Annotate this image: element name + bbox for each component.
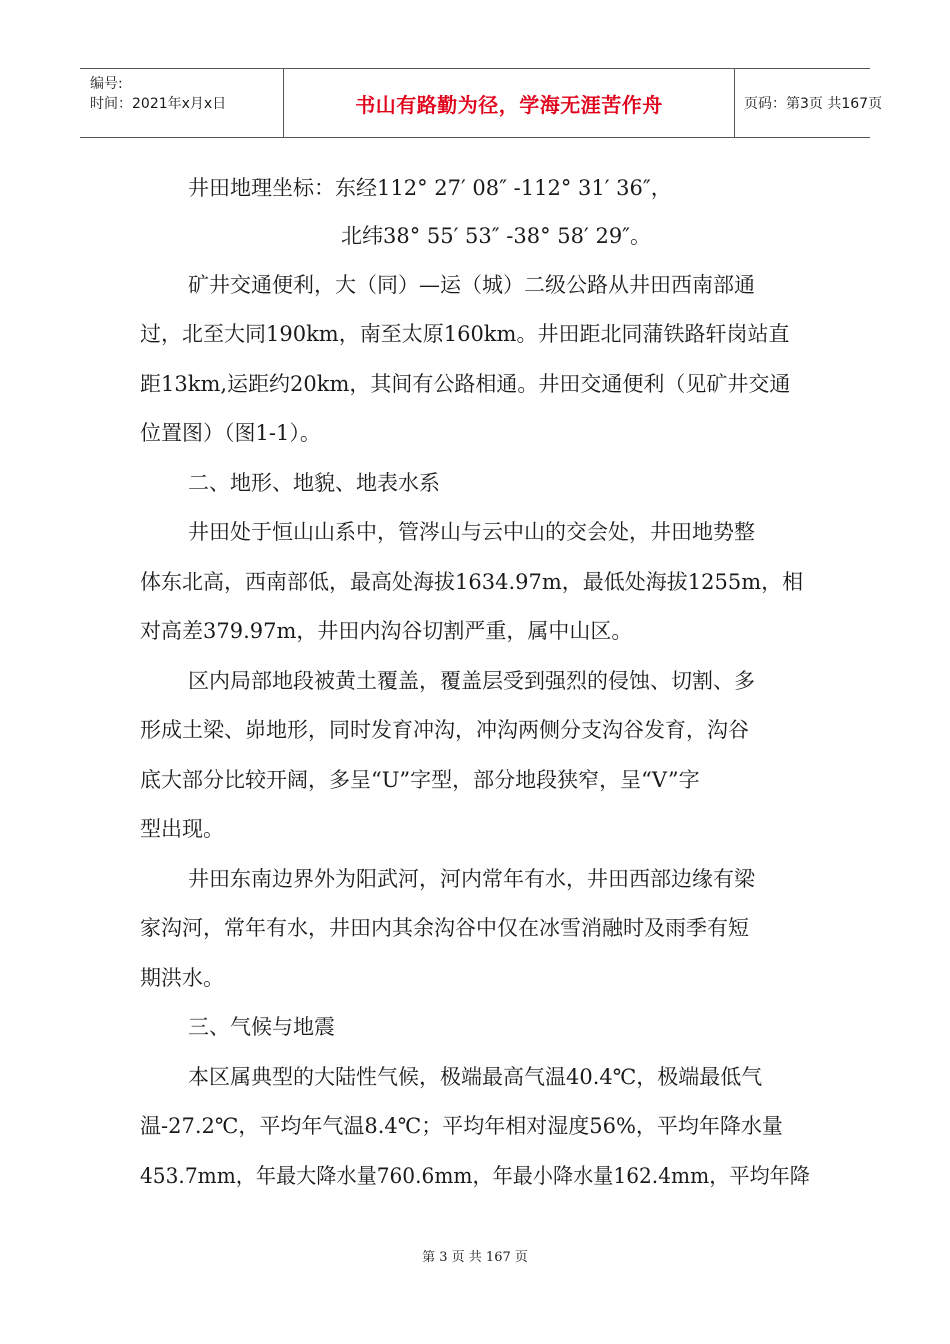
motto-text: 书山有路勤为径，学海无涯苦作舟 (355, 92, 663, 117)
body-line: 底大部分比较开阔，多呈“U”字型，部分地段狭窄，呈“V”字 (140, 768, 700, 792)
page-footer: 第 3 页 共 167 页 (422, 1250, 528, 1265)
body-line: 温-27.2℃，平均年气温8.4℃；平均年相对湿度56%，平均年降水量 (140, 1114, 783, 1138)
section-heading: 三、气候与地震 (188, 1015, 335, 1039)
header-motto-cell (283, 69, 735, 137)
body-line: 井田东南边界外为阳武河，河内常年有水，井田西部边缘有梁 (188, 867, 755, 891)
body-line: 体东北高，西南部低，最高处海拔1634.97m，最低处海拔1255m，相 (140, 570, 804, 594)
body-line: 井田地理坐标：东经112° 27′ 08″ -112° 31′ 36″， (188, 176, 672, 200)
section-heading: 二、地形、地貌、地表水系 (188, 471, 440, 495)
document-number-label: 编号: (90, 76, 123, 92)
body-line: 家沟河，常年有水，井田内其余沟谷中仅在冰雪消融时及雨季有短 (140, 916, 749, 940)
body-line: 期洪水。 (140, 966, 224, 990)
body-line: 对高差379.97m，井田内沟谷切割严重，属中山区。 (140, 619, 633, 643)
body-line: 本区属典型的大陆性气候，极端最高气温40.4℃，极端最低气 (188, 1065, 763, 1089)
body-line: 过，北至大同190km，南至太原160km。井田距北同蒲铁路轩岗站直 (140, 322, 790, 346)
header-page-info: 页码：第3页 共167页 (744, 96, 883, 112)
document-date-label: 时间：2021年x月x日 (90, 96, 227, 112)
body-line: 井田处于恒山山系中，管涔山与云中山的交会处，井田地势整 (188, 520, 755, 544)
header-meta (80, 69, 280, 137)
body-line: 型出现。 (140, 817, 224, 841)
body-line: 形成土梁、峁地形，同时发育冲沟，冲沟两侧分支沟谷发育，沟谷 (140, 718, 749, 742)
page-header (80, 68, 883, 138)
body-line: 位置图）（图1-1）。 (140, 421, 321, 445)
body-line: 区内局部地段被黄土覆盖，覆盖层受到强烈的侵蚀、切割、多 (188, 669, 755, 693)
body-line: 矿井交通便利，大（同）—运（城）二级公路从井田西南部通 (188, 273, 755, 297)
body-line: 距13km,运距约20km，其间有公路相通。井田交通便利（见矿井交通 (140, 372, 791, 396)
body-line: 北纬38° 55′ 53″ -38° 58′ 29″。 (341, 224, 652, 248)
body-line: 453.7mm，年最大降水量760.6mm，年最小降水量162.4mm，平均年降 (140, 1164, 810, 1188)
